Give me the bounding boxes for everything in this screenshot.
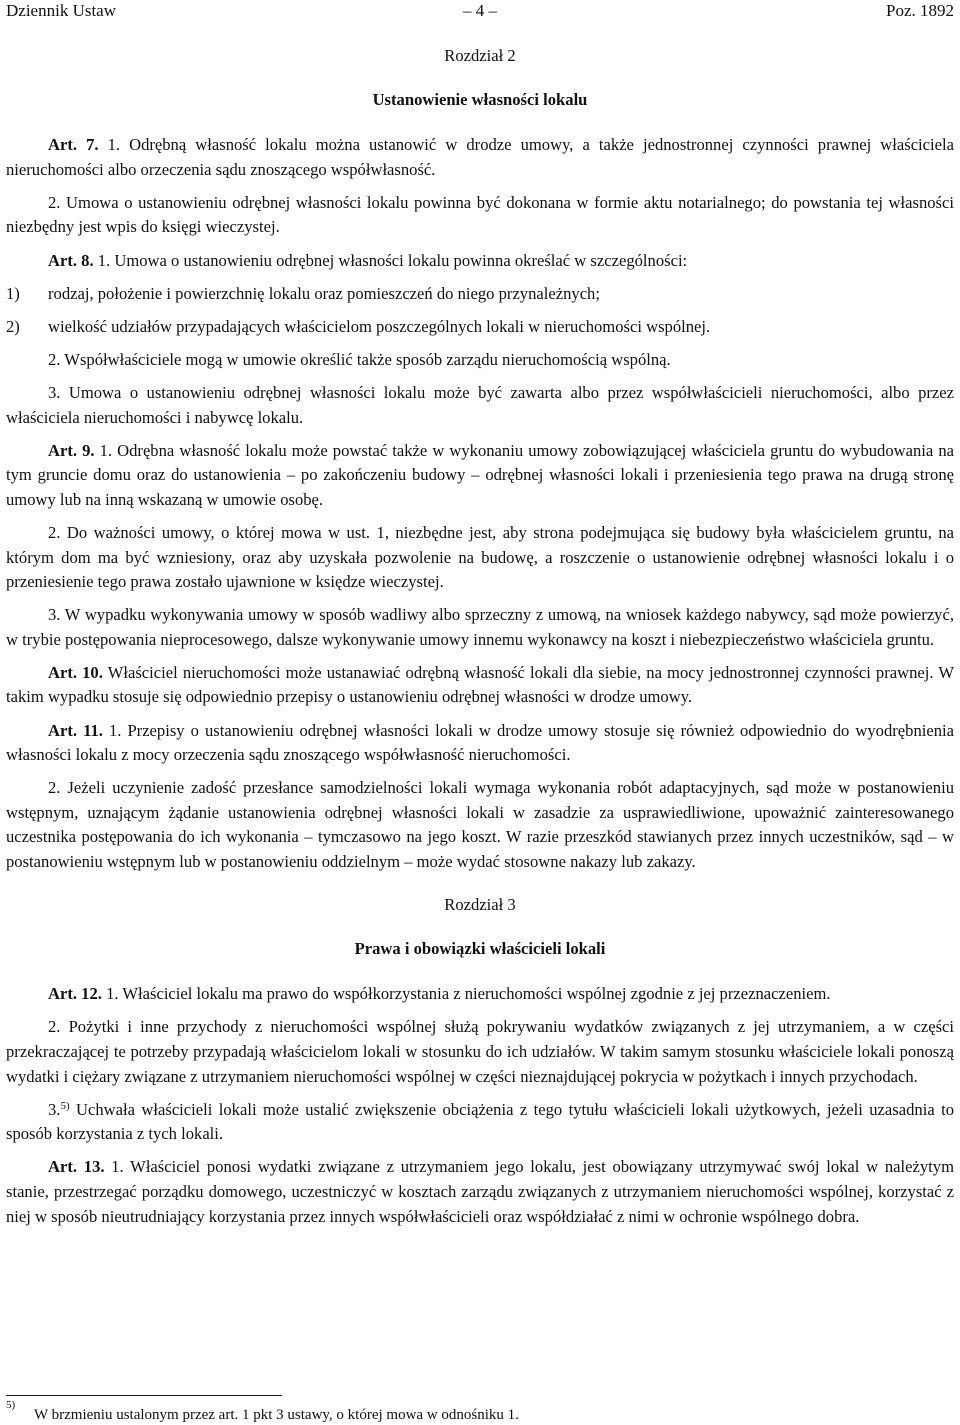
article-12-paragraph-1 bbox=[6, 982, 954, 1007]
paragraph-text: Uchwała właścicieli lokali może ustalić zwiększenie obciążenia z tego tytułu właścicieli lokali użytkowych, jeżeli uzasadnia to sposób korzystania z tych lokali. bbox=[6, 1099, 954, 1144]
article-heading: Art. 11. bbox=[48, 720, 103, 740]
paragraph-text: 1. Przepisy o ustanowieniu odrębnej własności lokali w drodze umowy stosuje się również odpowiednio do wyodrębnienia własności lokalu z mocy orzeczenia sądu znoszącego współwłasność nieruchomości. bbox=[6, 720, 954, 765]
article-heading: Art. 7. bbox=[48, 135, 99, 155]
article-8-paragraph-3: 3. Umowa o ustanowieniu odrębnej własności lokalu może być zawarta albo przez współwłaścicieli nieruchomości, albo przez właściciela nieruchomości i nabywcę lokalu. bbox=[6, 382, 954, 427]
paragraph-text: 1. Odrębna własność lokalu może powstać także w wykonaniu umowy zobowiązującej właściciela gruntu do wybudowania na tym gruncie domu oraz do ustanowienia – po zakończeniu budowy – odrębnej własności lokali i przeniesienia tego prawa na drugą stronę umowy lub na inną wskazaną w umowie osobę. bbox=[6, 440, 954, 509]
article-12-paragraph-2: 2. Pożytki i inne przychody z nieruchomości wspólnej służą pokrywaniu wydatków związanych z jej utrzymaniem, a w części przekraczającej te potrzeby przypadają właścicielom lokali w stosunku do ich udziałów. W takim samym stosunku właściciele lokali ponoszą wydatki i ciężary związane z utrzymaniem nieruchomości wspólnej w części nieznajdującej pokrycia w pożytkach i innych przychodach. bbox=[6, 1017, 954, 1086]
chapter-label: Rozdział 2 bbox=[444, 46, 516, 65]
article-9-paragraph-2: 2. Do ważności umowy, o której mowa w ust. 1, niezbędne jest, aby strona podejmująca się budowy była właścicielem gruntu, na którym dom ma być wzniesiony, oraz aby uzyskała pozwolenie na budowę, a roszczenie o ustanowienie odrębnej własności lokalu i o przeniesienie tego prawa zostało ujawnione w księdze wieczystej. bbox=[6, 522, 954, 592]
page-header bbox=[6, 0, 954, 22]
list-item bbox=[6, 282, 954, 307]
paragraph-text: 1. Właściciel ponosi wydatki związane z utrzymaniem jego lokalu, jest obowiązany utrzymywać swój lokal w należytym stanie, przestrzegać porządku domowego, uczestniczyć w kosztach zarządu związanych z utrzymaniem nieruchomości wspólnej, korzystać z niej w sposób nieutrudniający korzystania przez innych współwłaścicieli oraz współdziałać z nimi w ochronie wspólnego dobra. bbox=[6, 1157, 954, 1226]
article-8-paragraph-1 bbox=[6, 249, 954, 274]
list-number: 2) bbox=[6, 316, 20, 336]
article-10-paragraph bbox=[6, 661, 954, 710]
paragraph-text: 1. Odrębną własność lokalu można ustanowić w drodze umowy, a także jednostronnej czynności prawnej właściciela nieruchomości albo orzeczenia sądu znoszącego współwłasność. bbox=[6, 135, 954, 179]
article-11-paragraph-1 bbox=[6, 719, 954, 768]
footnote-reference[interactable]: 5) bbox=[60, 1099, 70, 1112]
paragraph-text: 1. Umowa o ustanowieniu odrębnej własności lokalu powinna określać w szczególności: bbox=[93, 250, 688, 270]
article-heading: Art. 9. bbox=[48, 440, 95, 460]
article-7-paragraph-1 bbox=[6, 133, 954, 182]
list-text: wielkość udziałów przypadających właścicielom poszczególnych lokali w nieruchomości wspólnej. bbox=[48, 316, 711, 336]
article-12-paragraph-3 bbox=[6, 1098, 954, 1147]
article-9-paragraph-3: 3. W wypadku wykonywania umowy w sposób wadliwy albo sprzeczny z umową, na wniosek każdego nabywcy, sąd może powierzyć, w trybie postępowania nieprocesowego, dalsze wykonywanie umowy innemu wykonawcy na koszt i niebezpieczeństwo właściciela gruntu. bbox=[6, 605, 954, 649]
footnote-divider bbox=[6, 1395, 282, 1396]
chapter-label: Rozdział 3 bbox=[444, 895, 516, 915]
chapter-title: Prawa i obowiązki właścicieli lokali bbox=[354, 938, 606, 958]
article-11-paragraph-2: 2. Jeżeli uczynienie zadość przesłance samodzielności lokali wymaga wykonania robót adaptacyjnych, sąd może w postanowieniu wstępnym, uznającym żądanie ustanowienia odrębnej własności lokali w zasadzie za usprawiedliwione, upoważnić zainteresowanego uczestnika postępowania do ich wykonania – tymczasowo na jego koszt. W razie przeszkód stawianych przez innych uczestników, sąd – w postanowieniu wstępnym lub w postanowieniu oddzielnym – może wydać stosowne nakazy lub zakazy. bbox=[6, 778, 954, 872]
chapter-title: Ustanowienie własności lokalu bbox=[372, 89, 588, 109]
list-number: 1) bbox=[6, 283, 20, 303]
article-8-paragraph-2: 2. Współwłaściciele mogą w umowie określić także sposób zarządu nieruchomością wspólną. bbox=[48, 349, 671, 369]
page-number: – 4 – bbox=[463, 1, 497, 20]
article-heading: Art. 10. bbox=[48, 662, 103, 682]
article-7-paragraph-2: 2. Umowa o ustanowieniu odrębnej własności lokalu powinna być dokonana w formie aktu notarialnego; do powstania tej własności niezbędny jest wpis do księgi wieczystej. bbox=[6, 192, 954, 237]
paragraph-text: 1. Właściciel lokalu ma prawo do współkorzystania z nieruchomości wspólnej zgodnie z jej przeznaczeniem. bbox=[101, 984, 831, 1004]
footnote-text: W brzmieniu ustalonym przez art. 1 pkt 3 ustawy, o której mowa w odnośniku 1. bbox=[34, 1407, 519, 1423]
list-text: rodzaj, położenie i powierzchnię lokalu oraz pomieszczeń do niego przynależnych; bbox=[48, 283, 600, 303]
journal-title: Dziennik Ustaw bbox=[6, 1, 117, 20]
footnote-mark: 5) bbox=[6, 1399, 16, 1411]
article-9-paragraph-1 bbox=[6, 439, 954, 513]
document-body bbox=[6, 44, 954, 1238]
article-heading: Art. 12. bbox=[48, 984, 102, 1004]
article-heading: Art. 8. bbox=[48, 250, 94, 270]
article-heading: Art. 13. bbox=[48, 1157, 105, 1177]
paragraph-number: 3. bbox=[48, 1099, 61, 1119]
paragraph-text: Właściciel nieruchomości może ustanawiać odrębną własność lokali dla siebie, na mocy jednostronnej czynności prawnej. W takim wypadku stosuje się odpowiednio przepisy o ustanowieniu odrębnej własności w drodze umowy. bbox=[6, 662, 955, 707]
position-number: Poz. 1892 bbox=[886, 1, 954, 20]
article-13-paragraph-1 bbox=[6, 1155, 954, 1229]
list-item bbox=[6, 315, 954, 340]
